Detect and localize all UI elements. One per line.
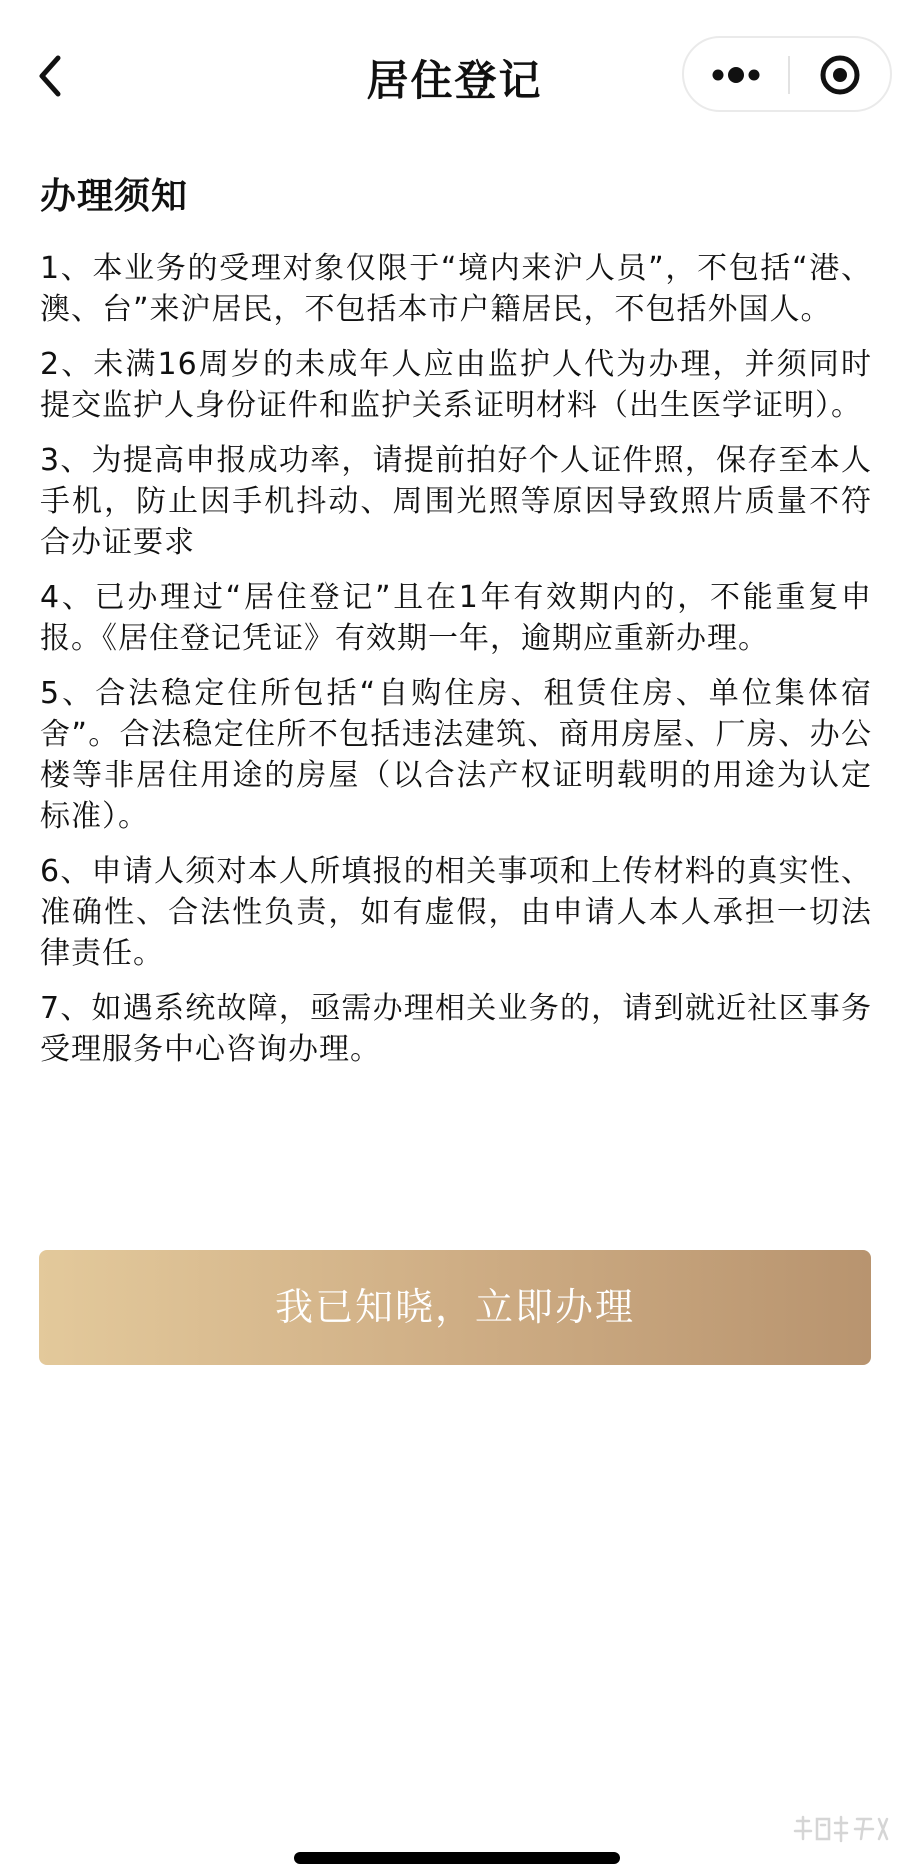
home-indicator[interactable] xyxy=(294,1852,620,1864)
close-button[interactable] xyxy=(790,38,890,110)
more-dots-icon xyxy=(684,38,788,110)
notice-item: 7、如遇系统故障，亟需办理相关业务的，请到就近社区事务受理服务中心咨询办理。 xyxy=(40,991,872,1067)
watermark-icon xyxy=(791,1813,891,1849)
notice-item: 6、申请人须对本人所填报的相关事项和上传材料的真实性、准确性、合法性负责，如有虚假，由申请人本人承担一切法律责任。 xyxy=(40,854,872,971)
notice-title: 办理须知 xyxy=(40,176,189,217)
notice-item: 1、本业务的受理对象仅限于“境内来沪人员”，不包括“港、澳、台”来沪居民，不包括本市户籍居民，不包括外国人。 xyxy=(40,251,872,327)
notice-item: 5、合法稳定住所包括“自购住房、租赁住房、单位集体宿舍”。合法稳定住所不包括违法建筑、商用房屋、厂房、办公楼等非居住用途的房屋（以合法产权证明载明的用途为认定标准）。 xyxy=(40,676,872,834)
navigation-bar xyxy=(0,0,909,140)
notice-item: 3、为提高申报成功率，请提前拍好个人证件照，保存至本人手机，防止因手机抖动、周围光照等原因导致照片质量不符合办证要求 xyxy=(40,443,872,560)
watermark-logo xyxy=(791,1813,891,1853)
notice-list xyxy=(40,248,872,1084)
page-title: 居住登记 xyxy=(366,56,543,105)
mini-program-capsule xyxy=(682,36,892,112)
target-close-icon xyxy=(790,38,890,110)
notice-item: 2、未满16周岁的未成年人应由监护人代为办理，并须同时提交监护人身份证件和监护关系证明材料（出生医学证明）。 xyxy=(40,347,872,423)
notice-item: 4、已办理过“居住登记”且在1年有效期内的，不能重复申报。《居住登记凭证》有效期一年，逾期应重新办理。 xyxy=(40,580,872,656)
more-button[interactable] xyxy=(684,38,788,110)
confirm-start-button[interactable]: 我已知晓，立即办理 xyxy=(39,1250,871,1365)
